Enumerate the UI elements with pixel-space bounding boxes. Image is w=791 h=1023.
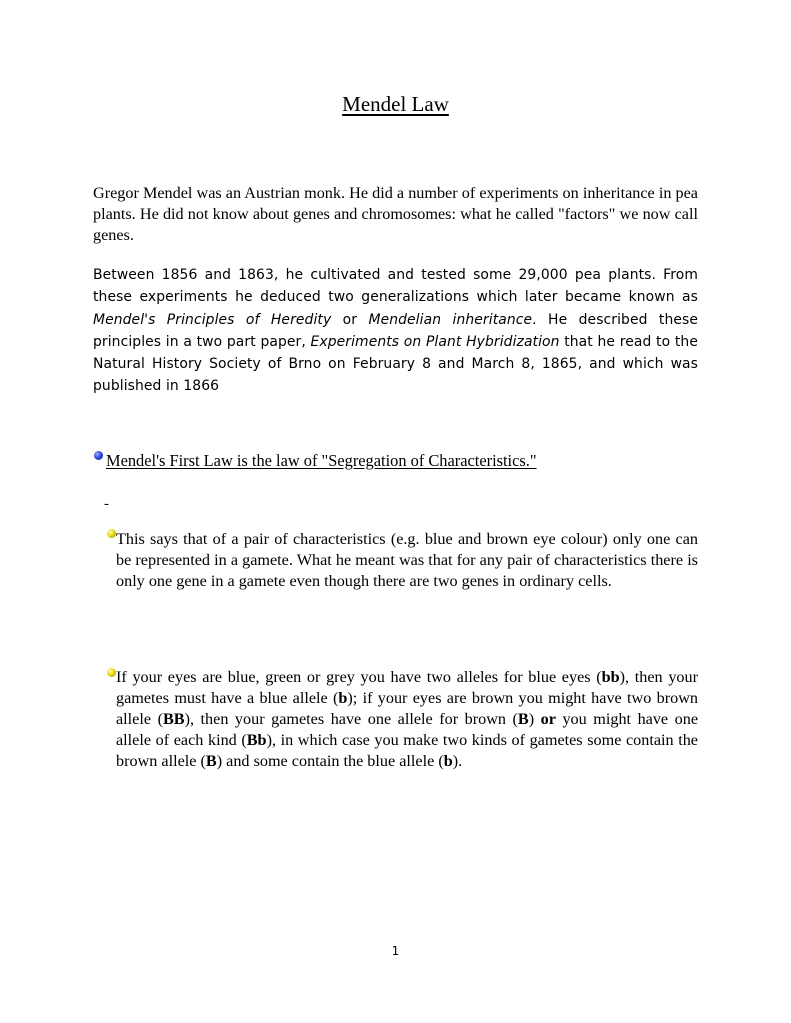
item-text: ); if your eyes are brown you might have two brown allele ( — [116, 689, 698, 728]
page-number: 1 — [391, 944, 400, 958]
first-law-text: Mendel's First Law is the law of "Segregation of Characteristics." — [106, 451, 537, 470]
dash-marker: - — [104, 496, 109, 512]
history-italic-inheritance: Mendelian inheritance — [368, 311, 533, 328]
allele-bold: b — [338, 689, 348, 707]
history-text: . He described these principles in a two part paper, — [93, 311, 698, 350]
item-text: ), then your gametes must have a blue allele ( — [116, 668, 698, 707]
yellow-ball-icon — [107, 668, 116, 677]
item-text: ). — [452, 752, 463, 770]
item-text: ), then your gametes have one allele for brown ( — [184, 710, 518, 728]
history-italic-principles: Mendel's Principles of Heredity — [93, 311, 332, 328]
item-text: ), in which case you make two kinds of gametes some contain the brown allele ( — [116, 731, 698, 770]
history-text: or — [331, 311, 369, 328]
item-text: ) — [528, 710, 541, 728]
allele-bold: B — [517, 710, 529, 728]
history-italic-paper-title: Experiments on Plant Hybridization — [310, 333, 560, 350]
history-paragraph — [93, 264, 698, 398]
intro-paragraph: Gregor Mendel was an Austrian monk. He did a number of experiments on inheritance in pea plants. He did not know about genes and chromosomes: what he called "factors" we now call genes. — [93, 184, 698, 244]
allele-bold: bb — [601, 668, 620, 686]
item-text: If your eyes are blue, green or grey you have two alleles for blue eyes ( — [116, 668, 602, 686]
list-item: This says that of a pair of characteristics (e.g. blue and brown eye colour) only one can be represented in a gamete. What he meant was that for any pair of characteristics there is only one gene in a gamete even though there are two genes in ordinary cells. — [116, 530, 698, 590]
first-law-heading — [93, 450, 713, 471]
item-text: ) and some contain the blue allele ( — [216, 752, 444, 770]
history-text: that he read to the Natural History Society of Brno on February 8 and March 8, 1865, and which was published in 1866 — [93, 333, 698, 395]
yellow-ball-icon — [107, 529, 116, 538]
or-bold: or — [540, 710, 556, 728]
item-text: you might have one allele of each kind ( — [116, 710, 699, 749]
list-item — [116, 667, 698, 772]
allele-bold: Bb — [246, 731, 267, 749]
history-text: Between 1856 and 1863, he cultivated and tested some 29,000 pea plants. From these experiments he deduced two generalizations which later became known as — [93, 267, 698, 306]
allele-bold: b — [443, 752, 453, 770]
allele-bold: B — [205, 752, 217, 770]
page-title: Mendel Law — [342, 92, 449, 116]
allele-bold: BB — [162, 710, 185, 728]
